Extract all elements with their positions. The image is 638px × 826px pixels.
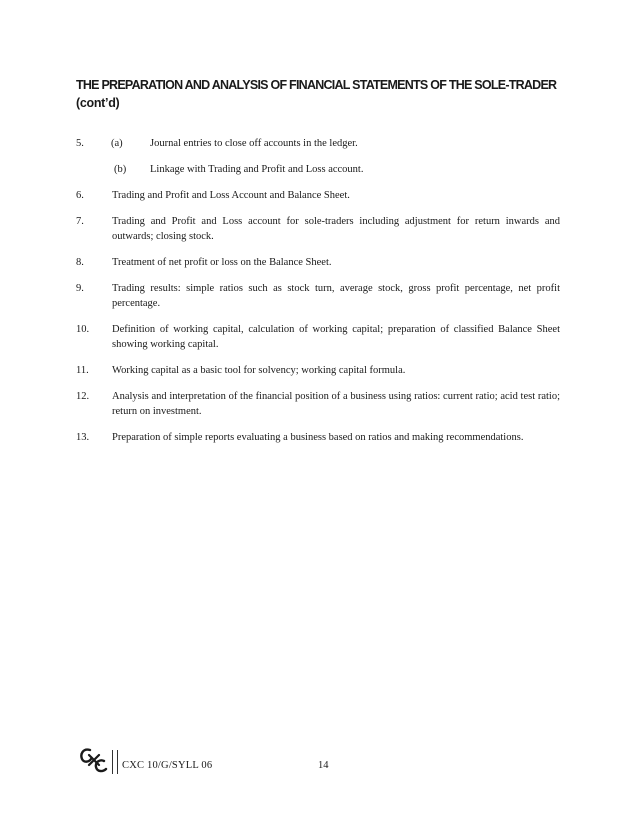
list-item-5a — [76, 136, 560, 151]
item-text: Treatment of net profit or loss on the Balance Sheet. — [112, 257, 332, 268]
item-text: Journal entries to close off accounts in the ledger. — [150, 138, 358, 149]
list-item-11 — [76, 363, 560, 378]
footer-divider — [112, 750, 118, 774]
list-item-6 — [76, 188, 560, 203]
syllabus-items-list — [76, 136, 560, 456]
item-letter: (a) — [111, 138, 123, 149]
list-item-13 — [76, 430, 560, 445]
cxc-logo-icon — [78, 746, 108, 774]
item-number: 9. — [76, 283, 84, 294]
item-number: 5. — [76, 138, 84, 149]
item-number: 11. — [76, 365, 89, 376]
item-number: 13. — [76, 432, 90, 443]
list-item-5b — [76, 162, 560, 177]
item-text: Trading and Profit and Loss account for sole-traders including adjustment for return inwards and outwards; closing stock. — [112, 216, 560, 242]
list-item-12 — [76, 389, 560, 419]
item-number: 8. — [76, 257, 84, 268]
item-text: Trading results: simple ratios such as stock turn, average stock, gross profit percentage, net profit percentage. — [112, 283, 560, 309]
item-text: Preparation of simple reports evaluating a business based on ratios and making recommendations. — [112, 432, 524, 443]
item-number: 10. — [76, 324, 90, 335]
item-text: Linkage with Trading and Profit and Loss account. — [150, 164, 364, 175]
item-text: Definition of working capital, calculation of working capital; preparation of classified Balance Sheet showing working capital. — [112, 324, 560, 350]
heading-line-1: THE PREPARATION AND ANALYSIS OF FINANCIAL STATEMENTS OF THE SOLE-TRADER — [76, 78, 557, 92]
page-number: 14 — [318, 760, 329, 771]
document-code: CXC 10/G/SYLL 06 — [122, 760, 213, 771]
item-number: 7. — [76, 216, 84, 227]
list-item-8 — [76, 255, 560, 270]
item-text: Working capital as a basic tool for solvency; working capital formula. — [112, 365, 406, 376]
heading-line-2: (cont’d) — [76, 96, 120, 110]
page-heading — [76, 76, 576, 112]
item-number: 12. — [76, 391, 90, 402]
list-item-9 — [76, 281, 560, 311]
item-text: Trading and Profit and Loss Account and Balance Sheet. — [112, 190, 350, 201]
page-footer — [78, 746, 378, 774]
list-item-7 — [76, 214, 560, 244]
item-number: 6. — [76, 190, 84, 201]
item-letter: (b) — [114, 164, 127, 175]
list-item-10 — [76, 322, 560, 352]
item-text: Analysis and interpretation of the financial position of a business using ratios: current ratio; acid test ratio; return on investment. — [112, 391, 560, 417]
